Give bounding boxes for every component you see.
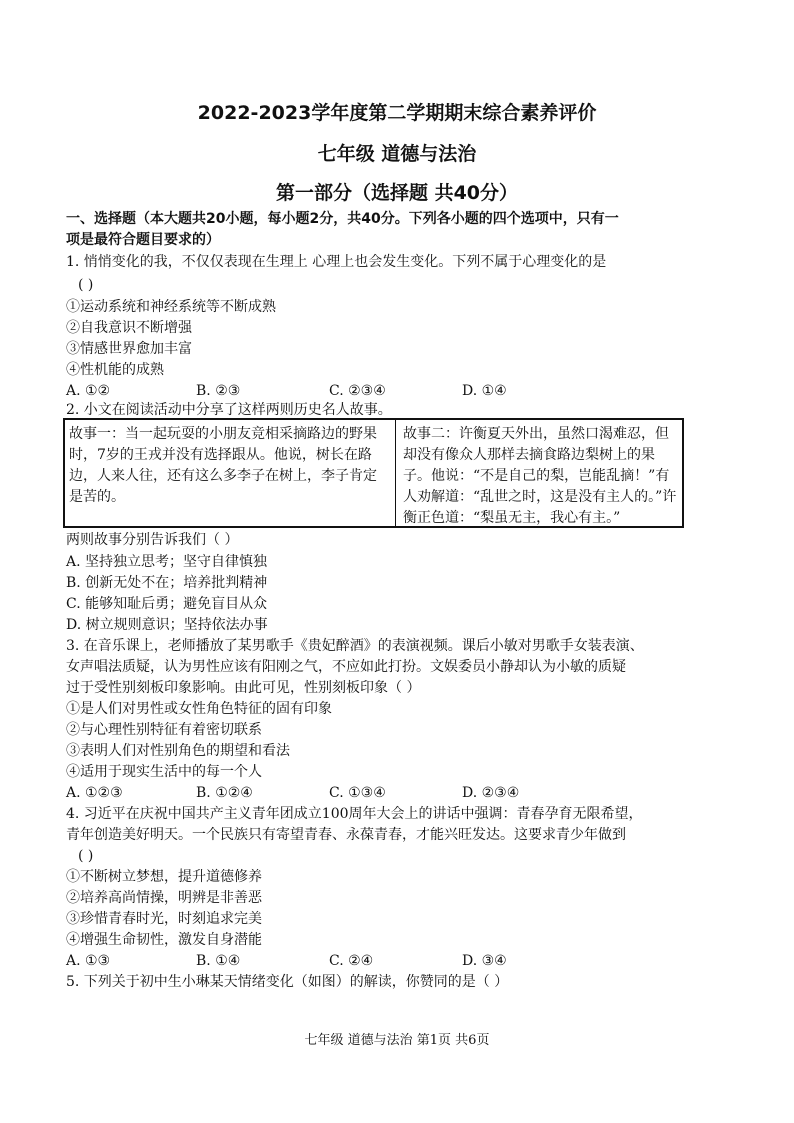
q4-item-1: ①不断树立梦想，提升道德修养 [66,869,262,885]
page-footer: 七年级 道德与法治 第1页 共6页 [304,1033,490,1048]
q2-option-b: B. 创新无处不在；培养批判精神 [66,575,268,591]
q4-stem-1: 4. 习近平在庆祝中国共产主义青年团成立100周年大会上的讲话中强调：青春孕育无限希望， [66,806,643,822]
q4-stem-2: 青年创造美好明天。一个民族只有寄望青春、永葆青春，才能兴旺发达。这要求青少年做到 [66,827,626,843]
q1-item-4: ④性机能的成熟 [66,362,164,378]
q2-story-2: 故事二：许衡夏天外出，虽然口渴难忍，但却没有像众人那样去摘食路边梨树上的果子。他说：“不是自己的梨，岂能乱摘！”有人劝解道：“乱世之时，这是没有主人的。”许衡正色道：“梨虽无主，我心有主。” [403,426,677,526]
q2-question: 两则故事分别告诉我们（ ） [66,532,239,548]
q3-stem-2: 女声唱法质疑，认为男性应该有阳刚之气，不应如此打扮。文娱委员小静却认为小敏的质疑 [66,659,626,675]
q1-item-2: ②自我意识不断增强 [66,320,192,336]
exam-part-title: 第一部分（选择题 共40分） [275,182,519,204]
q1-stem: 1. 悄悄变化的我，不仅仅表现在生理上 心理上也会发生变化。下列不属于心理变化的是 [66,254,607,270]
q1-option-d: D. ①④ [462,383,507,399]
q4-item-2: ②培养高尚情操，明辨是非善恶 [66,890,262,906]
q2-option-d: D. 树立规则意识；坚持依法办事 [66,617,268,633]
q4-option-d: D. ③④ [462,953,507,969]
story-divider [395,420,396,526]
q5-stem: 5. 下列关于初中生小琳某天情绪变化（如图）的解读，你赞同的是（ ） [66,974,509,990]
q2-option-c: C. 能够知耻后勇；避免盲目从众 [66,596,268,612]
q4-option-c: C. ②④ [329,953,374,969]
q3-option-d: D. ②③④ [462,785,520,801]
q2-story-1: 故事一：当一起玩耍的小朋友竞相采摘路边的野果时，7岁的王戎并没有选择跟从。他说，树长在路边，人来人往，还有这么多李子在树上，李子肯定是苦的。 [69,426,377,505]
section-heading: 一、选择题（本大题共20小题，每小题2分，共40分。下列各小题的四个选项中，只有一 [66,211,619,227]
section-heading-cont: 项是最符合题目要求的） [66,232,220,248]
q3-item-1: ①是人们对男性或女性角色特征的固有印象 [66,701,332,717]
q3-option-c: C. ①③④ [329,785,386,801]
q2-stem: 2. 小文在阅读活动中分享了这样两则历史名人故事。 [66,402,392,418]
q3-item-4: ④适用于现实生活中的每一个人 [66,764,262,780]
q1-option-c: C. ②③④ [329,383,386,399]
q1-option-a: A. ①② [66,383,111,399]
q3-stem-1: 3. 在音乐课上，老师播放了某男歌手《贵妃醉酒》的表演视频。课后小敏对男歌手女装表演、 [66,638,644,654]
exam-subject: 七年级 道德与法治 [317,143,477,165]
q4-answer-blank: ( ) [78,848,94,864]
q1-item-1: ①运动系统和神经系统等不断成熟 [66,299,276,315]
q1-answer-blank: ( ) [78,277,94,293]
q3-item-2: ②与心理性别特征有着密切联系 [66,722,262,738]
q1-option-b: B. ②③ [196,383,241,399]
q4-option-a: A. ①③ [66,953,111,969]
q3-stem-3: 过于受性别刻板印象影响。由此可见，性别刻板印象（ ） [66,680,421,696]
q3-option-b: B. ①②④ [196,785,253,801]
q1-item-3: ③情感世界愈加丰富 [66,341,192,357]
q2-option-a: A. 坚持独立思考；坚守自律慎独 [66,554,268,570]
q4-item-4: ④增强生命韧性，激发自身潜能 [66,932,262,948]
q3-item-3: ③表明人们对性别角色的期望和看法 [66,743,290,759]
q4-option-b: B. ①④ [196,953,241,969]
q4-item-3: ③珍惜青春时光，时刻追求完美 [66,911,262,927]
exam-title: 2022-2023学年度第二学期期末综合素养评价 [197,102,597,124]
q3-option-a: A. ①②③ [66,785,123,801]
q2-story-box [63,418,684,528]
